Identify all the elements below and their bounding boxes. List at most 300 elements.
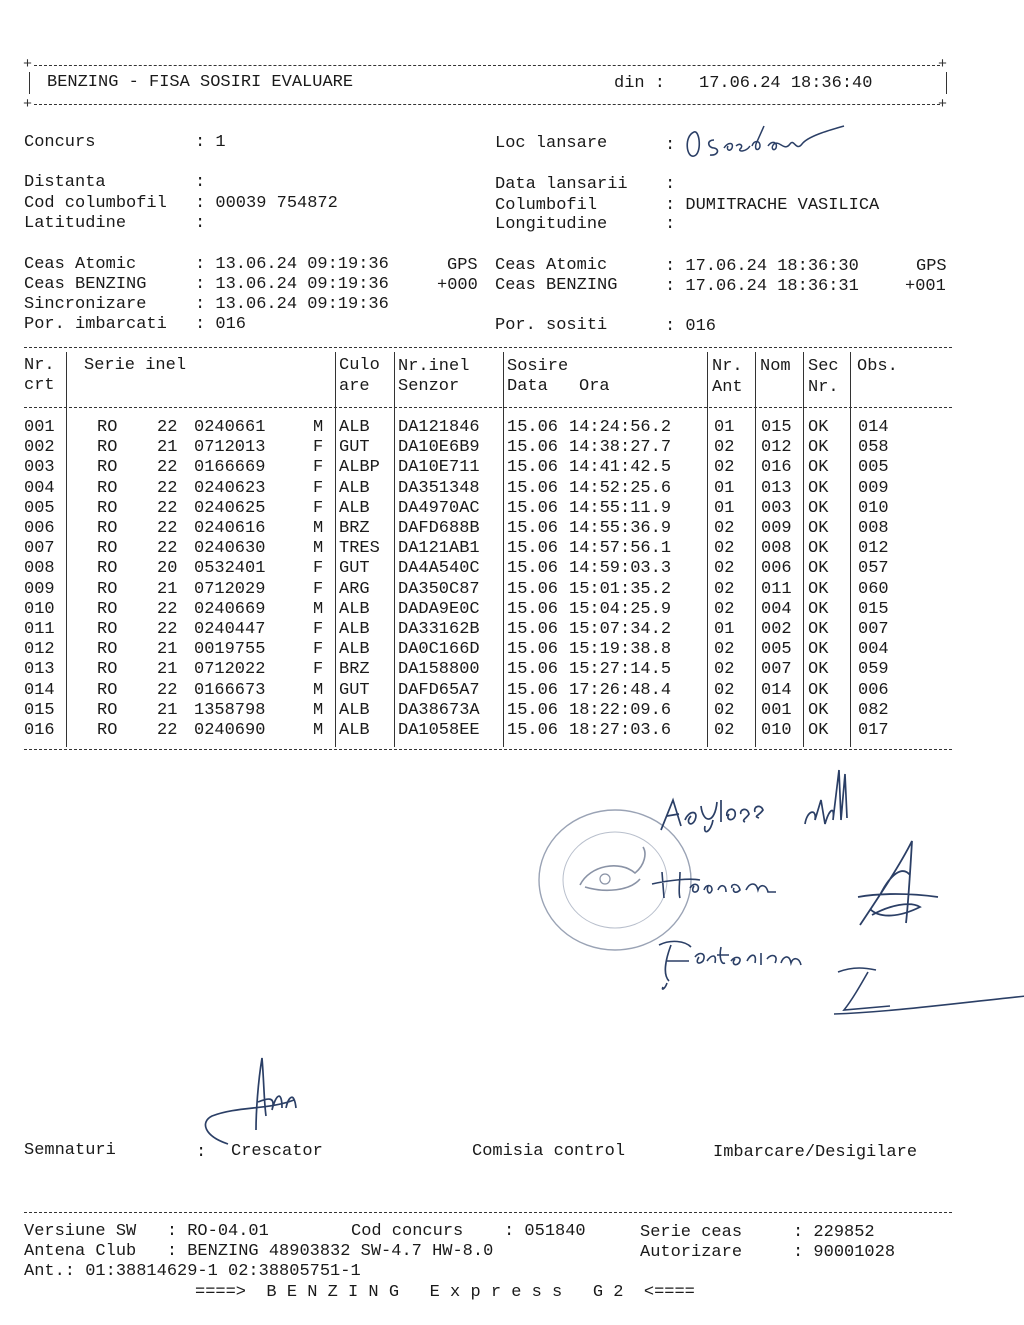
row-obs: 017 <box>858 721 889 740</box>
cod-columbofil-label: Cod columbofil <box>24 194 167 213</box>
row-sex: M <box>313 519 324 538</box>
longitudine-label: Longitudine <box>495 215 608 234</box>
row-sensor-id: DAFD688B <box>398 519 480 538</box>
table-border-bottom <box>24 749 952 750</box>
row-year: 21 <box>157 438 178 458</box>
row-sensor-id: DAFD65A7 <box>398 680 480 700</box>
col-header-nr-inel: Nr.inel <box>398 357 470 376</box>
row-nr: 012 <box>24 640 55 660</box>
row-sensor-id: DA10E711 <box>398 458 480 478</box>
row-nr: 010 <box>24 599 55 619</box>
row-arrival-time: 15:07:34.2 <box>569 620 672 639</box>
footer-serie-ceas: Serie ceas : 229852 <box>640 1223 875 1242</box>
row-ring-number: 0240630 <box>194 539 266 559</box>
header-border-right <box>946 72 947 94</box>
row-sensor-id: DADA9E0C <box>398 599 480 619</box>
row-sensor-id: DA121846 <box>398 418 480 437</box>
por-sositi-value: : 016 <box>665 317 717 336</box>
row-sex: F <box>313 579 324 599</box>
ceas-benzing-end-suffix: +001 <box>905 277 946 296</box>
commission-signature-5 <box>830 960 1024 1020</box>
row-sensor-id: DA38673A <box>398 700 480 720</box>
footer-cod-concurs: Cod concurs : 051840 <box>351 1222 586 1241</box>
row-color: GUT <box>339 680 370 700</box>
row-country: RO <box>97 660 118 680</box>
commission-signature-2 <box>650 862 790 902</box>
row-nr: 009 <box>24 579 55 599</box>
row-nom: 013 <box>761 478 792 498</box>
col-header-nr: Nr. <box>24 356 55 375</box>
row-year: 22 <box>157 620 178 639</box>
row-arrival-time: 15:27:14.5 <box>569 660 672 680</box>
commission-signature-3 <box>655 935 805 995</box>
col-header-data: Data <box>507 377 548 396</box>
row-antenna: 02 <box>714 700 735 720</box>
row-arrival-time: 14:55:11.9 <box>569 498 672 518</box>
row-nr: 005 <box>24 498 55 518</box>
footer-antena-club: Antena Club : BENZING 48903832 SW-4.7 HW-8.0 <box>24 1242 494 1261</box>
row-arrival-time: 14:55:36.9 <box>569 519 672 538</box>
row-nom: 003 <box>761 498 792 518</box>
row-color: BRZ <box>339 519 370 538</box>
row-nr: 011 <box>24 620 55 639</box>
ceas-benzing-start-value: : 13.06.24 09:19:36 <box>195 275 389 294</box>
row-color: ALB <box>339 721 370 740</box>
row-sex: M <box>313 599 324 619</box>
sincronizare-label: Sincronizare <box>24 295 147 314</box>
columbofil-label: Columbofil <box>495 196 598 215</box>
col-header-nr-ant: Nr. <box>712 357 743 376</box>
row-sec: OK <box>808 498 829 518</box>
row-year: 21 <box>157 579 178 599</box>
row-ring-number: 0240690 <box>194 721 266 740</box>
table-row <box>0 438 1024 458</box>
row-nom: 006 <box>761 559 792 579</box>
row-country: RO <box>97 599 118 619</box>
row-sec: OK <box>808 599 829 619</box>
row-sex: M <box>313 680 324 700</box>
row-sec: OK <box>808 640 829 660</box>
table-row <box>0 681 1024 701</box>
row-obs: 007 <box>858 620 889 639</box>
row-arrival-date: 15.06 <box>507 458 559 478</box>
row-sex: F <box>313 498 324 518</box>
row-ring-number: 0532401 <box>194 559 266 579</box>
row-nom: 015 <box>761 418 792 437</box>
row-year: 20 <box>157 559 178 579</box>
col-header-nom: Nom <box>760 357 791 376</box>
ceas-atomic-end-value: : 17.06.24 18:36:30 <box>665 257 859 276</box>
col-header-culo: Culo <box>339 356 380 375</box>
row-ring-number: 0240625 <box>194 498 266 518</box>
row-nom: 014 <box>761 680 792 700</box>
breeder-signature <box>198 1052 308 1147</box>
row-sec: OK <box>808 680 829 700</box>
row-year: 22 <box>157 680 178 700</box>
col-header-obs: Obs. <box>857 357 898 376</box>
table-row <box>0 640 1024 660</box>
row-sensor-id: DA4970AC <box>398 498 480 518</box>
row-color: ALB <box>339 478 370 498</box>
row-year: 21 <box>157 640 178 660</box>
row-antenna: 02 <box>714 680 735 700</box>
row-year: 22 <box>157 539 178 559</box>
ceas-atomic-start-suffix: GPS <box>447 256 478 275</box>
row-year: 22 <box>157 478 178 498</box>
row-nom: 001 <box>761 700 792 720</box>
latitudine-value: : <box>195 214 206 233</box>
row-nr: 008 <box>24 559 55 579</box>
row-arrival-date: 15.06 <box>507 620 559 639</box>
row-sex: F <box>313 660 324 680</box>
row-country: RO <box>97 498 118 518</box>
row-sex: M <box>313 700 324 720</box>
row-nom: 012 <box>761 438 792 458</box>
row-arrival-date: 15.06 <box>507 478 559 498</box>
report-title: BENZING - FISA SOSIRI EVALUARE <box>47 73 354 92</box>
row-sec: OK <box>808 519 829 538</box>
row-nom: 007 <box>761 660 792 680</box>
table-row <box>0 458 1024 478</box>
row-color: ARG <box>339 579 370 599</box>
row-arrival-time: 15:19:38.8 <box>569 640 672 660</box>
longitudine-value: : <box>665 215 676 234</box>
row-sensor-id: DA350C87 <box>398 579 480 599</box>
row-arrival-date: 15.06 <box>507 640 559 660</box>
row-arrival-date: 15.06 <box>507 579 559 599</box>
row-antenna: 02 <box>714 539 735 559</box>
table-row <box>0 479 1024 499</box>
row-color: ALB <box>339 700 370 720</box>
col-header-are: are <box>339 377 370 396</box>
row-nom: 004 <box>761 599 792 619</box>
col-header-crt: crt <box>24 376 55 395</box>
report-datetime: 17.06.24 18:36:40 <box>699 74 873 93</box>
ceas-benzing-end-label: Ceas BENZING <box>495 276 618 295</box>
row-antenna: 02 <box>714 458 735 478</box>
row-arrival-date: 15.06 <box>507 418 559 437</box>
row-country: RO <box>97 438 118 458</box>
row-country: RO <box>97 640 118 660</box>
row-sec: OK <box>808 660 829 680</box>
row-nom: 002 <box>761 620 792 639</box>
col-header-sec-nr: Nr. <box>808 378 839 397</box>
commission-signature-4 <box>850 835 940 935</box>
ceas-atomic-start-value: : 13.06.24 09:19:36 <box>195 255 389 274</box>
row-arrival-time: 14:38:27.7 <box>569 438 672 458</box>
sincronizare-value: : 13.06.24 09:19:36 <box>195 295 389 314</box>
row-year: 22 <box>157 418 178 437</box>
col-header-ant: Ant <box>712 378 743 397</box>
row-sex: F <box>313 559 324 579</box>
row-sensor-id: DA4A540C <box>398 559 480 579</box>
row-year: 21 <box>157 660 178 680</box>
row-obs: 009 <box>858 478 889 498</box>
row-nom: 009 <box>761 519 792 538</box>
row-ring-number: 0712022 <box>194 660 266 680</box>
row-arrival-time: 14:59:03.3 <box>569 559 672 579</box>
row-color: ALB <box>339 418 370 437</box>
commission-signature-1 <box>655 760 865 840</box>
row-antenna: 01 <box>714 478 735 498</box>
distanta-label: Distanta <box>24 173 106 192</box>
row-ring-number: 0019755 <box>194 640 266 660</box>
col-header-sec: Sec <box>808 357 839 376</box>
row-arrival-time: 14:41:42.5 <box>569 458 672 478</box>
row-country: RO <box>97 721 118 740</box>
table-row <box>0 559 1024 579</box>
header-border-left <box>29 72 30 94</box>
row-color: ALB <box>339 599 370 619</box>
row-color: GUT <box>339 559 370 579</box>
data-lansarii-value: : <box>665 175 676 194</box>
row-color: TRES <box>339 539 380 559</box>
row-antenna: 02 <box>714 599 735 619</box>
row-sensor-id: DA1058EE <box>398 721 480 740</box>
corner-mark: + <box>938 96 948 113</box>
row-obs: 008 <box>858 519 889 538</box>
row-color: GUT <box>339 438 370 458</box>
row-sec: OK <box>808 559 829 579</box>
row-nr: 004 <box>24 478 55 498</box>
row-sec: OK <box>808 478 829 498</box>
signatures-label: Semnaturi <box>24 1141 116 1160</box>
row-nr: 015 <box>24 700 55 720</box>
columbofil-value: : DUMITRACHE VASILICA <box>665 196 880 215</box>
row-antenna: 02 <box>714 640 735 660</box>
row-ring-number: 1358798 <box>194 700 266 720</box>
row-sec: OK <box>808 721 829 740</box>
row-antenna: 02 <box>714 721 735 740</box>
row-country: RO <box>97 539 118 559</box>
row-color: ALBP <box>339 458 380 478</box>
ceas-benzing-start-suffix: +000 <box>437 276 478 295</box>
row-arrival-time: 15:04:25.9 <box>569 599 672 619</box>
row-antenna: 02 <box>714 438 735 458</box>
row-nom: 010 <box>761 721 792 740</box>
loc-lansare-colon: : <box>665 136 676 155</box>
row-arrival-time: 18:22:09.6 <box>569 700 672 720</box>
col-header-ora: Ora <box>579 377 610 396</box>
row-year: 22 <box>157 721 178 740</box>
row-country: RO <box>97 519 118 538</box>
row-arrival-date: 15.06 <box>507 599 559 619</box>
corner-mark: + <box>938 56 948 73</box>
din-label: din : <box>614 74 666 93</box>
footer-divider <box>24 1212 952 1213</box>
row-sec: OK <box>808 539 829 559</box>
row-obs: 060 <box>858 579 889 599</box>
row-obs: 010 <box>858 498 889 518</box>
row-sex: F <box>313 478 324 498</box>
row-sex: F <box>313 620 324 639</box>
corner-mark: + <box>23 56 33 73</box>
row-country: RO <box>97 559 118 579</box>
row-nr: 014 <box>24 680 55 700</box>
row-ring-number: 0712029 <box>194 579 266 599</box>
row-color: ALB <box>339 640 370 660</box>
row-nr: 007 <box>24 539 55 559</box>
row-sex: M <box>313 418 324 437</box>
row-antenna: 01 <box>714 418 735 437</box>
row-country: RO <box>97 478 118 498</box>
por-sositi-label: Por. sositi <box>495 316 608 335</box>
row-nom: 008 <box>761 539 792 559</box>
footer-autorizare: Autorizare : 90001028 <box>640 1243 896 1262</box>
row-ring-number: 0240661 <box>194 418 266 437</box>
row-country: RO <box>97 700 118 720</box>
row-sex: M <box>313 539 324 559</box>
table-row <box>0 418 1024 438</box>
row-country: RO <box>97 418 118 437</box>
row-obs: 015 <box>858 599 889 619</box>
row-sec: OK <box>808 458 829 478</box>
corner-mark: + <box>23 96 33 113</box>
row-country: RO <box>97 680 118 700</box>
row-arrival-date: 15.06 <box>507 519 559 538</box>
row-country: RO <box>97 579 118 599</box>
header-border-bottom <box>34 104 940 105</box>
col-header-senzor: Senzor <box>398 377 460 396</box>
row-arrival-time: 18:27:03.6 <box>569 721 672 740</box>
row-arrival-time: 15:01:35.2 <box>569 579 672 599</box>
row-antenna: 01 <box>714 498 735 518</box>
data-lansarii-label: Data lansarii <box>495 175 628 194</box>
table-row <box>0 600 1024 620</box>
row-sex: F <box>313 640 324 660</box>
row-ring-number: 0166669 <box>194 458 266 478</box>
ceas-benzing-end-value: : 17.06.24 18:36:31 <box>665 277 859 296</box>
por-imbarcati-value: : 016 <box>195 315 247 334</box>
row-nr: 003 <box>24 458 55 478</box>
ceas-atomic-end-label: Ceas Atomic <box>495 256 608 275</box>
row-arrival-date: 15.06 <box>507 680 559 700</box>
row-nom: 011 <box>761 579 792 599</box>
row-ring-number: 0240669 <box>194 599 266 619</box>
row-nr: 001 <box>24 418 55 437</box>
row-arrival-time: 17:26:48.4 <box>569 680 672 700</box>
row-country: RO <box>97 620 118 639</box>
handwritten-loc-lansare <box>680 118 850 166</box>
row-antenna: 02 <box>714 519 735 538</box>
table-row <box>0 721 1024 741</box>
row-arrival-date: 15.06 <box>507 700 559 720</box>
loc-lansare-label: Loc lansare <box>495 134 608 153</box>
row-arrival-date: 15.06 <box>507 498 559 518</box>
ceas-atomic-start-label: Ceas Atomic <box>24 255 137 274</box>
row-year: 21 <box>157 700 178 720</box>
row-ring-number: 0166673 <box>194 680 266 700</box>
table-row <box>0 620 1024 640</box>
row-sensor-id: DA33162B <box>398 620 480 639</box>
row-nom: 005 <box>761 640 792 660</box>
table-row <box>0 580 1024 600</box>
row-ring-number: 0712013 <box>194 438 266 458</box>
signatures-colon: : <box>196 1143 207 1162</box>
row-nr: 006 <box>24 519 55 538</box>
row-color: ALB <box>339 620 370 639</box>
signature-comisia-control: Comisia control <box>472 1142 626 1161</box>
row-year: 22 <box>157 498 178 518</box>
row-sensor-id: DA0C166D <box>398 640 480 660</box>
table-row <box>0 701 1024 721</box>
col-header-sosire: Sosire <box>507 357 569 376</box>
table-header-divider <box>24 407 952 408</box>
row-obs: 058 <box>858 438 889 458</box>
col-header-serie-inel: Serie inel <box>84 356 187 375</box>
row-obs: 012 <box>858 539 889 559</box>
concurs-value: : 1 <box>195 133 226 152</box>
row-antenna: 02 <box>714 660 735 680</box>
row-antenna: 02 <box>714 559 735 579</box>
row-antenna: 02 <box>714 579 735 599</box>
table-row <box>0 539 1024 559</box>
table-row <box>0 519 1024 539</box>
distanta-value: : <box>195 173 206 192</box>
row-sex: F <box>313 438 324 458</box>
row-obs: 004 <box>858 640 889 660</box>
row-nr: 013 <box>24 660 55 680</box>
row-nr: 016 <box>24 721 55 740</box>
row-obs: 082 <box>858 700 889 720</box>
row-obs: 059 <box>858 660 889 680</box>
row-sec: OK <box>808 418 829 437</box>
row-sensor-id: DA121AB1 <box>398 539 480 559</box>
signature-imbarcare-desigilare: Imbarcare/Desigilare <box>713 1143 918 1162</box>
row-sensor-id: DA158800 <box>398 660 480 680</box>
row-year: 22 <box>157 458 178 478</box>
row-country: RO <box>97 458 118 478</box>
row-arrival-time: 14:52:25.6 <box>569 478 672 498</box>
row-arrival-date: 15.06 <box>507 438 559 458</box>
row-sex: F <box>313 458 324 478</box>
row-ring-number: 0240623 <box>194 478 266 498</box>
row-sensor-id: DA351348 <box>398 478 480 498</box>
row-obs: 006 <box>858 680 889 700</box>
row-obs: 057 <box>858 559 889 579</box>
row-arrival-date: 15.06 <box>507 721 559 740</box>
row-obs: 005 <box>858 458 889 478</box>
row-sec: OK <box>808 438 829 458</box>
footer-brand: ====> B E N Z I N G E x p r e s s G 2 <==== <box>195 1283 695 1302</box>
table-row <box>0 499 1024 519</box>
table-border-top <box>24 347 952 348</box>
row-sec: OK <box>808 620 829 639</box>
ceas-atomic-end-suffix: GPS <box>916 257 947 276</box>
signature-crescator: Crescator <box>231 1142 323 1161</box>
row-sex: M <box>313 721 324 740</box>
row-sec: OK <box>808 700 829 720</box>
row-ring-number: 0240616 <box>194 519 266 538</box>
row-year: 22 <box>157 599 178 619</box>
table-row <box>0 660 1024 680</box>
row-year: 22 <box>157 519 178 538</box>
row-color: BRZ <box>339 660 370 680</box>
header-border-top <box>34 65 940 66</box>
row-sensor-id: DA10E6B9 <box>398 438 480 458</box>
row-arrival-date: 15.06 <box>507 539 559 559</box>
row-color: ALB <box>339 498 370 518</box>
row-nr: 002 <box>24 438 55 458</box>
row-antenna: 01 <box>714 620 735 639</box>
latitudine-label: Latitudine <box>24 214 127 233</box>
footer-antenna-ids: Ant.: 01:38814629-1 02:38805751-1 <box>24 1262 361 1281</box>
row-obs: 014 <box>858 418 889 437</box>
row-arrival-date: 15.06 <box>507 660 559 680</box>
cod-columbofil-value: : 00039 754872 <box>195 194 338 213</box>
row-arrival-time: 14:57:56.1 <box>569 539 672 559</box>
row-sec: OK <box>808 579 829 599</box>
